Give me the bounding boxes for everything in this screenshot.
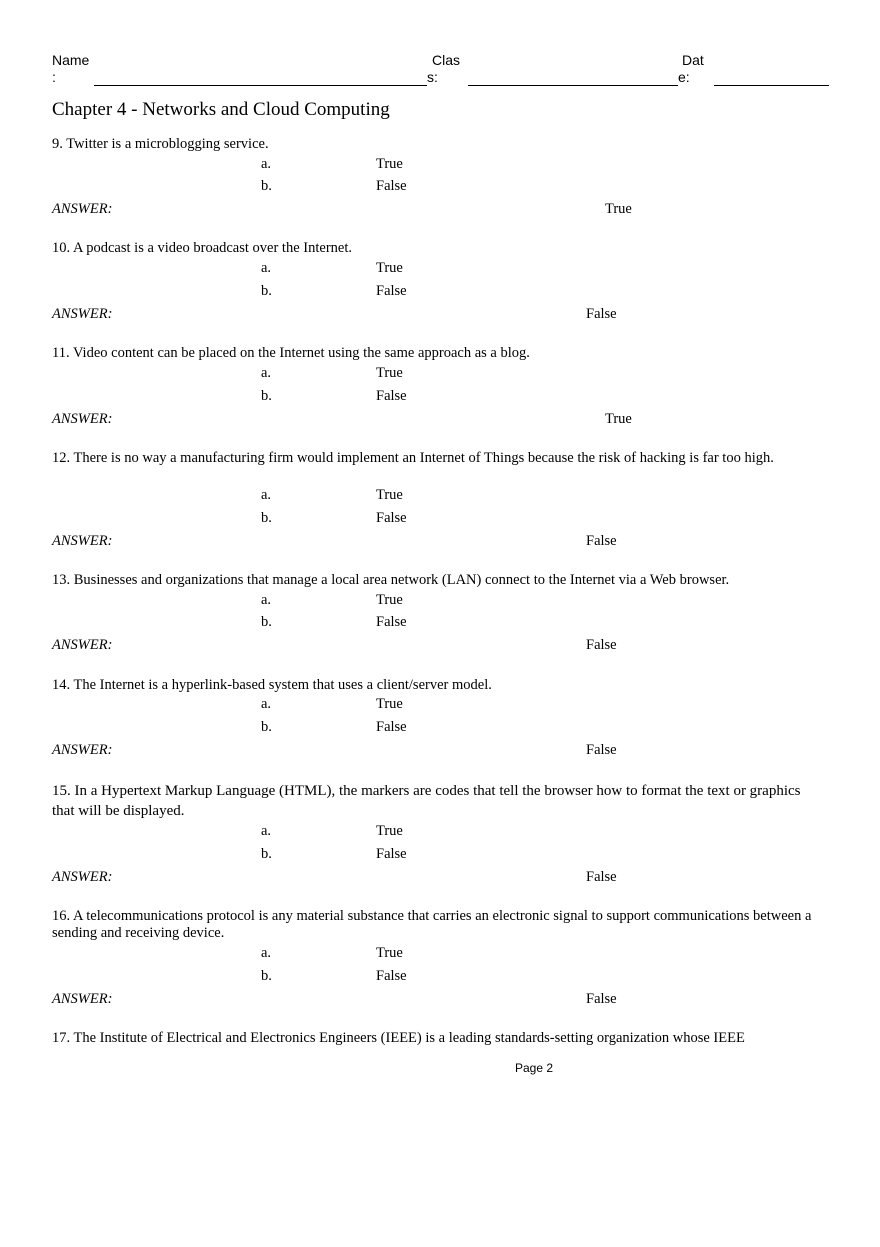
option-a-text: True [376,696,403,712]
date-label-suffix: e: [678,69,690,85]
option-b-text: False [376,510,407,526]
question-text: 11. Video content can be placed on the Internet using the same approach as a blog. [52,345,530,361]
option-b-letter: b. [261,846,272,862]
question-text: 14. The Internet is a hyperlink-based system that uses a client/server model. [52,677,492,693]
answer-value: False [586,869,617,885]
answer-value: False [586,742,617,758]
option-a-text: True [376,945,403,961]
name-label: Name [52,52,90,68]
option-b-letter: b. [261,968,272,984]
option-a-letter: a. [261,156,272,172]
answer-label: ANSWER: [52,411,113,427]
option-a-text: True [376,156,403,172]
answer-value: False [586,637,617,653]
question-text: 15. In a Hypertext Markup Language (HTML), the markers are codes that tell the browser how to format the text or graphics that will be displayed. [52,783,801,819]
question-text: 16. A telecommunications protocol is any material substance that carries an electronic signal to support communications between a sending and receiving device. [52,908,812,941]
option-b-letter: b. [261,510,272,526]
page-number: Page 2 [515,1061,554,1075]
option-b-letter: b. [261,719,272,735]
option-b-text: False [376,388,407,404]
name-label-colon: : [52,69,56,85]
option-a-letter: a. [261,365,272,381]
answer-label: ANSWER: [52,742,113,758]
option-a-text: True [376,260,403,276]
answer-label: ANSWER: [52,869,113,885]
question-text: 12. There is no way a manufacturing firm would implement an Internet of Things because the risk of hacking is far too high. [52,450,774,466]
option-a-letter: a. [261,592,272,608]
option-b-letter: b. [261,283,272,299]
answer-label: ANSWER: [52,306,113,322]
answer-value: False [586,991,617,1007]
answer-label: ANSWER: [52,201,113,217]
option-b-text: False [376,968,407,984]
option-a-letter: a. [261,260,272,276]
option-a-text: True [376,487,403,503]
answer-label: ANSWER: [52,637,113,653]
answer-value: False [586,533,617,549]
class-label-suffix: s: [427,69,438,85]
option-b-text: False [376,719,407,735]
option-b-text: False [376,614,407,630]
option-a-text: True [376,823,403,839]
question-text: 9. Twitter is a microblogging service. [52,136,269,152]
name-field-line[interactable] [94,85,427,86]
class-label: Clas [432,52,461,68]
class-field-line[interactable] [468,85,678,86]
option-b-text: False [376,846,407,862]
option-a-letter: a. [261,696,272,712]
answer-value: False [586,306,617,322]
option-a-letter: a. [261,487,272,503]
option-b-text: False [376,283,407,299]
question-text: 13. Businesses and organizations that manage a local area network (LAN) connect to the Internet via a Web browser. [52,572,730,588]
option-a-text: True [376,592,403,608]
question-17-text: 17. The Institute of Electrical and Electronics Engineers (IEEE) is a leading standards-setting organization whose IEEE [52,1030,745,1046]
option-b-letter: b. [261,614,272,630]
option-a-text: True [376,365,403,381]
question-text: 10. A podcast is a video broadcast over the Internet. [52,240,352,256]
chapter-title: Chapter 4 - Networks and Cloud Computing [52,99,390,120]
option-b-letter: b. [261,178,272,194]
answer-label: ANSWER: [52,533,113,549]
option-b-letter: b. [261,388,272,404]
option-a-letter: a. [261,945,272,961]
date-label: Dat [682,52,704,68]
option-a-letter: a. [261,823,272,839]
answer-label: ANSWER: [52,991,113,1007]
option-b-text: False [376,178,407,194]
answer-value: True [605,411,632,427]
answer-value: True [605,201,632,217]
date-field-line[interactable] [714,85,829,86]
